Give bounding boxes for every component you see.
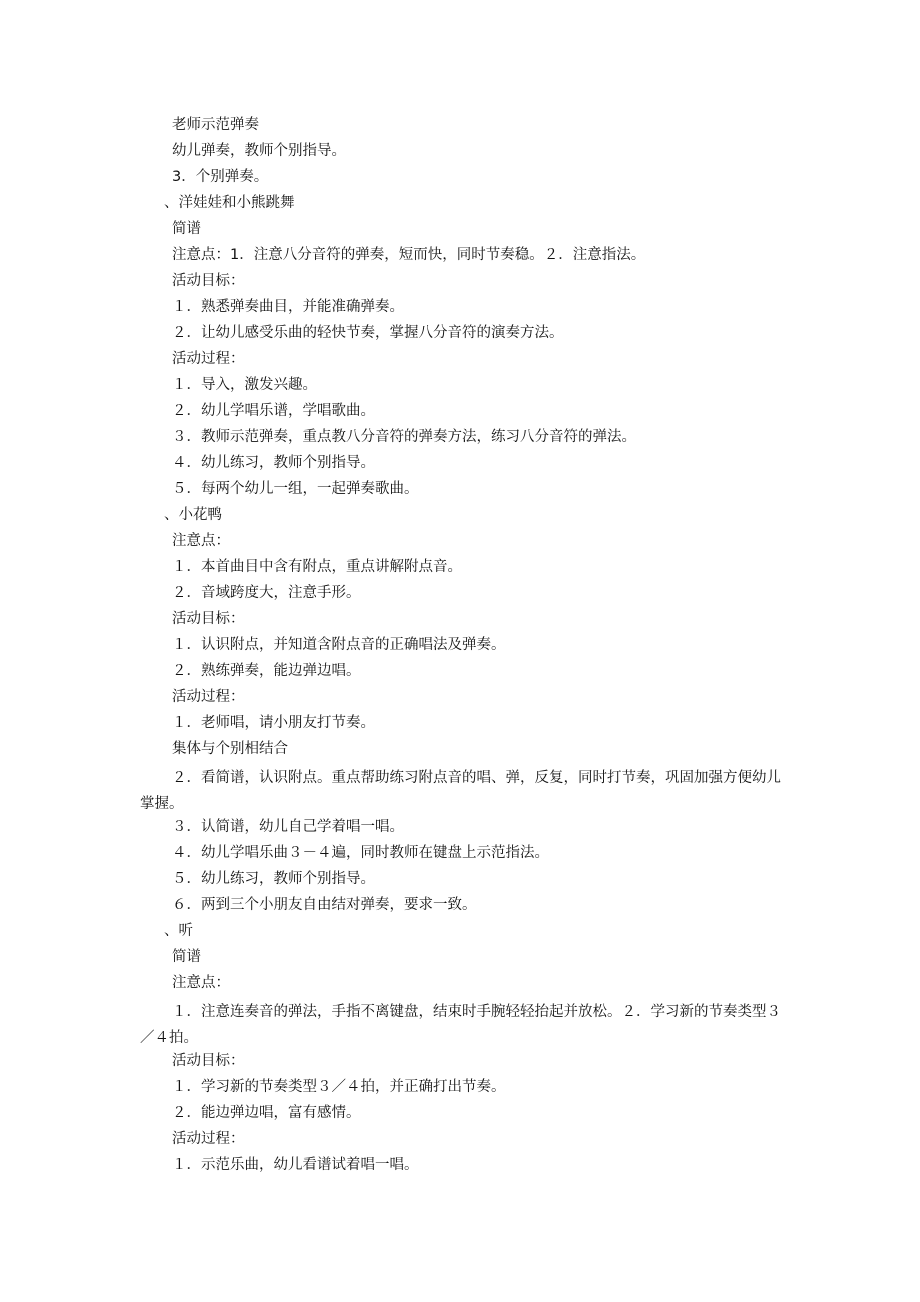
text-line: 幼儿弹奏，教师个别指导。 <box>172 143 346 159</box>
text-line: 3．个别弹奏。 <box>172 169 269 185</box>
text-line: 活动目标： <box>172 611 245 627</box>
list-item: １．熟悉弹奏曲目，并能准确弹奏。 <box>172 299 404 315</box>
text-line: 集体与个别相结合 <box>172 741 288 757</box>
list-item: ４．幼儿学唱乐曲３－４遍，同时教师在键盘上示范指法。 <box>172 845 549 861</box>
list-item: ６．两到三个小朋友自由结对弹奏，要求一致。 <box>172 897 477 913</box>
text-line: 活动目标： <box>172 273 245 289</box>
list-item: ５．每两个幼儿一组，一起弹奏歌曲。 <box>172 481 419 497</box>
list-item: ３．认简谱，幼儿自己学着唱一唱。 <box>172 819 404 835</box>
list-item: １．老师唱，请小朋友打节奏。 <box>172 715 375 731</box>
list-item: １．注意连奏音的弹法，手指不离键盘，结束时手腕轻轻抬起并放松。２．学习新的节奏类型３／４拍。 <box>140 1004 781 1046</box>
text-line: 简谱 <box>172 949 201 965</box>
text-line: 注意点： <box>172 533 230 549</box>
text-line: 活动过程： <box>172 1131 245 1147</box>
list-item: ２．音域跨度大，注意手形。 <box>172 585 361 601</box>
list-item: ２．熟练弹奏，能边弹边唱。 <box>172 663 361 679</box>
list-item: １．示范乐曲，幼儿看谱试着唱一唱。 <box>172 1157 419 1173</box>
text-line: 简谱 <box>172 221 201 237</box>
list-item: １．学习新的节奏类型３／４拍，并正确打出节奏。 <box>172 1079 506 1095</box>
text-line: 活动过程： <box>172 351 245 367</box>
section-heading: 、洋娃娃和小熊跳舞 <box>164 195 295 211</box>
list-item: ２．能边弹边唱，富有感情。 <box>172 1105 361 1121</box>
text-line: 注意点： <box>172 975 230 991</box>
list-item: １．认识附点，并知道含附点音的正确唱法及弹奏。 <box>172 637 506 653</box>
list-item: １．本首曲目中含有附点，重点讲解附点音。 <box>172 559 462 575</box>
list-item: ５．幼儿练习，教师个别指导。 <box>172 871 375 887</box>
text-line: 活动目标： <box>172 1053 245 1069</box>
section-heading: 、小花鸭 <box>164 507 222 523</box>
text-line: 注意点：1．注意八分音符的弹奏，短而快，同时节奏稳。２．注意指法。 <box>172 247 646 263</box>
list-item: １．导入，激发兴趣。 <box>172 377 317 393</box>
list-item: ４．幼儿练习，教师个别指导。 <box>172 455 375 471</box>
list-item: ２．看简谱，认识附点。重点帮助练习附点音的唱、弹，反复，同时打节奏，巩固加强方便幼儿掌握。 <box>140 770 781 812</box>
text-line: 老师示范弹奏 <box>172 117 259 133</box>
section-heading: 、听 <box>164 923 193 939</box>
list-item: ２．让幼儿感受乐曲的轻快节奏，掌握八分音符的演奏方法。 <box>172 325 564 341</box>
list-item: ３．教师示范弹奏，重点教八分音符的弹奏方法，练习八分音符的弹法。 <box>172 429 636 445</box>
text-line: 活动过程： <box>172 689 245 705</box>
list-item: ２．幼儿学唱乐谱，学唱歌曲。 <box>172 403 375 419</box>
